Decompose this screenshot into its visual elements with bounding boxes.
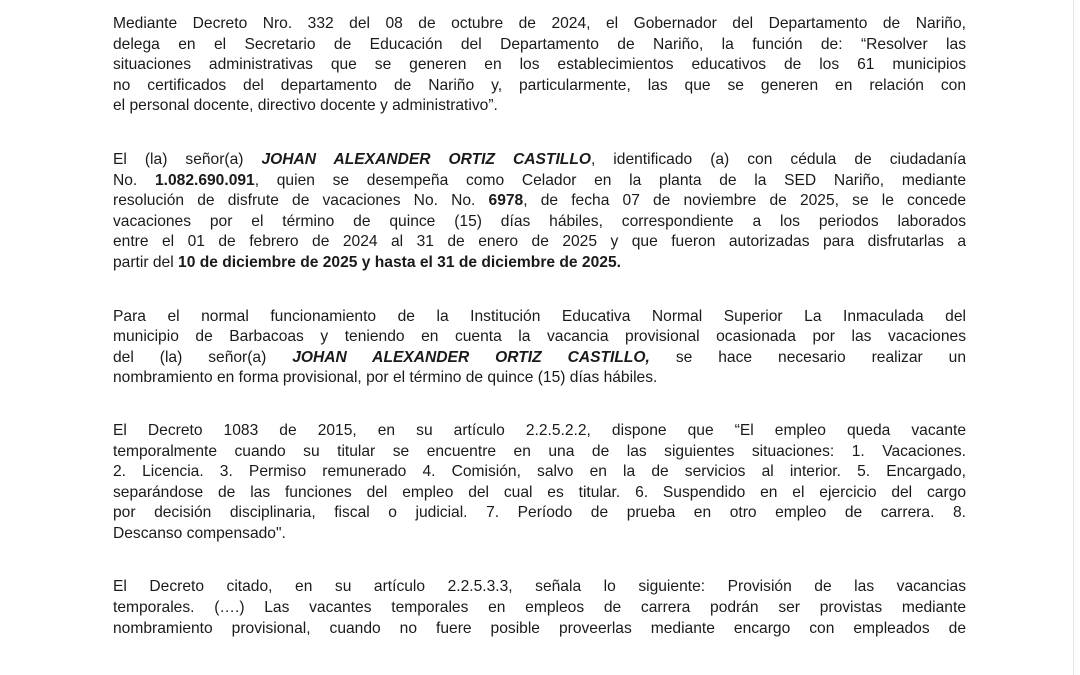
text-run: No. <box>113 171 155 189</box>
text-line: Para el normal funcionamiento de la Institución Educativa Normal Superior La Inmaculada del <box>113 307 966 325</box>
text-line: vacaciones por el término de quince (15) días hábiles, correspondiente a los periodos laborados <box>113 212 966 230</box>
text-line: El Decreto citado, en su artículo 2.2.5.3.3, señala lo siguiente: Provisión de las vacancias <box>113 578 966 596</box>
employee-name: JOHAN ALEXANDER ORTIZ CASTILLO <box>261 150 591 168</box>
text-line <box>113 191 966 212</box>
text-line: 2. Licencia. 3. Permiso remunerado 4. Comisión, salvo en la de servicios al interior. 5. Encargado, <box>113 463 966 481</box>
paragraph-vacaciones <box>113 150 966 274</box>
text-line <box>113 171 966 192</box>
text-line: nombramiento provisional, cuando no fuere posible proveerlas mediante encargo con empleados de <box>113 619 966 637</box>
paragraph-nombramiento <box>113 307 966 389</box>
text-line: separándose de las funciones del empleo del cual es titular. 6. Suspendido en el ejercicio del cargo <box>113 483 966 501</box>
text-line <box>113 253 966 274</box>
text-line: Mediante Decreto Nro. 332 del 08 de octubre de 2024, el Gobernador del Departamento de Nariño, <box>113 15 966 32</box>
text-line: delega en el Secretario de Educación del Departamento de Nariño, la función de: “Resolver las <box>113 35 966 53</box>
employee-name: JOHAN ALEXANDER ORTIZ CASTILLO, <box>292 348 650 366</box>
text-line: por decisión disciplinaria, fiscal o judicial. 7. Período de prueba en otro empleo de carrera. 8. <box>113 504 966 522</box>
vacation-dates: 10 de diciembre de 2025 y hasta el 31 de diciembre de 2025. <box>178 253 621 271</box>
text-line: municipio de Barbacoas y teniendo en cuenta la vacancia provisional ocasionada por las vacaciones <box>113 328 966 346</box>
text-run: El (la) señor(a) <box>113 150 262 168</box>
paragraph-decreto-1083 <box>113 421 966 545</box>
text-run: , quien se desempeña como Celador en la planta de la SED Nariño, mediante <box>254 171 966 189</box>
paragraph-decreto-citado <box>113 577 966 639</box>
text-run: resolución de disfrute de vacaciones No. No. <box>113 192 489 210</box>
text-line <box>113 150 966 171</box>
text-line <box>113 348 966 369</box>
text-line: el personal docente, directivo docente y administrativo”. <box>113 97 498 115</box>
text-run: del (la) señor(a) <box>113 348 293 366</box>
text-line: El Decreto 1083 de 2015, en su artículo 2.2.5.2.2, dispone que “El empleo queda vacante <box>113 421 966 439</box>
paragraph-decreto-332 <box>113 14 966 117</box>
text-line: temporales. (….) Las vacantes temporales en empleos de carrera podrán ser provistas mediante <box>113 599 966 617</box>
text-line: situaciones administrativas que se generen en los establecimientos educativos de los 61 municipios <box>113 56 966 74</box>
document-body <box>113 14 966 639</box>
text-line: nombramiento en forma provisional, por el término de quince (15) días hábiles. <box>113 369 658 387</box>
text-run: , identificado (a) con cédula de ciudadanía <box>590 150 966 168</box>
text-line: no certificados del departamento de Nariño y, particularmente, las que se generen en relación con <box>113 76 966 94</box>
text-line: temporalmente cuando su titular se encuentre en una de las siguientes situaciones: 1. Vacaciones. <box>113 442 966 460</box>
text-run: partir del <box>113 253 179 271</box>
resolution-number: 6978 <box>488 192 524 210</box>
text-line: Descanso compensado". <box>113 524 286 542</box>
text-line: entre el 01 de febrero de 2024 al 31 de enero de 2025 y que fueron autorizadas para disfrutarlas a <box>113 233 966 251</box>
text-run: , de fecha 07 de noviembre de 2025, se le concede <box>523 192 967 210</box>
page-edge <box>1073 0 1074 675</box>
text-run: se hace necesario realizar un <box>649 348 966 366</box>
employee-id-number: 1.082.690.091 <box>154 171 255 189</box>
